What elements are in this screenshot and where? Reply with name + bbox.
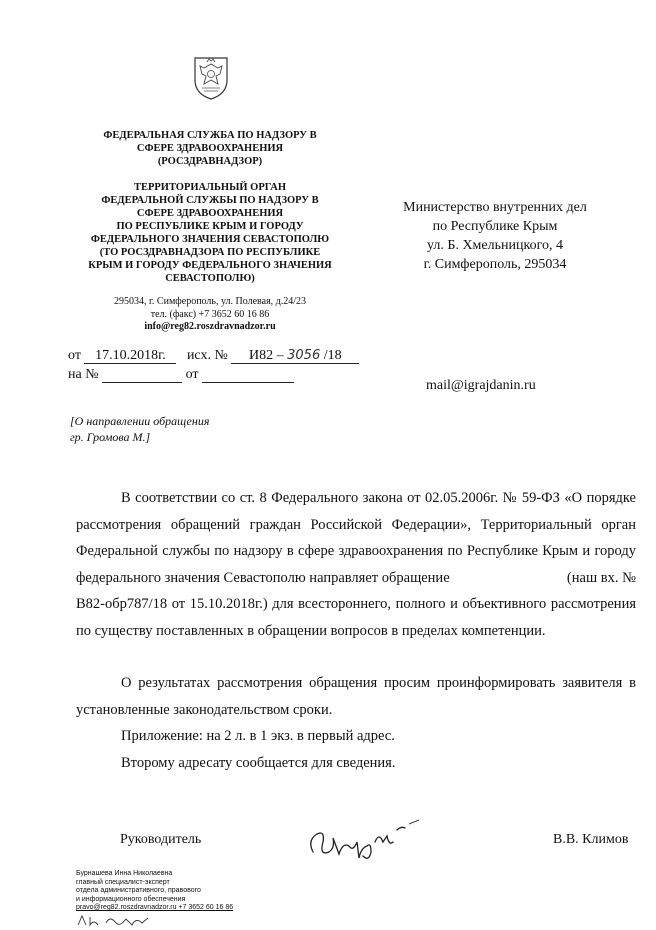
handwritten-initials: [76, 913, 166, 928]
agency-line: (РОСЗДРАВНАДЗОР): [157, 156, 263, 167]
outgoing-number-handwritten: 3056: [287, 348, 321, 363]
agency-line: СФЕРЕ ЗДРАВООХРАНЕНИЯ: [136, 143, 284, 154]
territorial-line: ТЕРРИТОРИАЛЬНЫЙ ОРГАН: [133, 182, 287, 193]
contacts-block: [60, 296, 360, 334]
from-label: от: [68, 348, 81, 363]
outgoing-number-label: исх. №: [186, 348, 228, 363]
recipient-line: по Республике Крым: [432, 219, 558, 234]
recipient-line: ул. Б. Хмельницкого, 4: [427, 238, 563, 253]
agency-line: ФЕДЕРАЛЬНАЯ СЛУЖБА ПО НАДЗОРУ В: [103, 130, 317, 141]
territorial-header: [60, 181, 360, 285]
territorial-line: ФЕДЕРАЛЬНОЙ СЛУЖБЫ ПО НАДЗОРУ В: [101, 195, 319, 206]
recipient-line: г. Симферополь, 295034: [423, 257, 567, 272]
territorial-line: ПО РЕСПУБЛИКЕ КРЫМ И ГОРОДУ: [116, 221, 304, 232]
territorial-line: (ТО РОСЗДРАВНАДЗОРА ПО РЕСПУБЛИКЕ: [99, 247, 321, 258]
outgoing-number-suffix: /18: [323, 348, 342, 363]
contact-phone: тел. (факс) +7 3652 60 16 86: [150, 308, 270, 320]
territorial-line: ФЕДЕРАЛЬНОГО ЗНАЧЕНИЯ СЕВАСТОПОЛЮ: [90, 234, 330, 245]
outgoing-reference: [68, 348, 359, 364]
executor-line: Бурнашева Инна Николаевна: [76, 870, 173, 877]
body-paragraph-main: В соответствии со ст. 8 Федерального закона от 02.05.2006г. № 59-ФЗ «О порядке рассмотрения обращений граждан Российской Федерации», Территориальный орган Федеральной службы по надзору в сфере здравоохранения по Республике Крым и городу федерального значения Севастополю направляет обращение (наш вх. № В82-обр787/18 от 15.10.2018г.) для всестороннего, полного и объективного рассмотрения по существу поставленных в обращении вопросов в пределах компетенции.: [76, 490, 640, 639]
handwritten-signature: [305, 812, 430, 867]
letter-body-followup: [76, 670, 636, 776]
recipient-email: mail@igrajdanin.ru: [426, 378, 536, 393]
outgoing-number: [231, 349, 359, 364]
executor-line: отдела административного, правового: [76, 887, 201, 894]
territorial-line: СЕВАСТОПОЛЮ): [165, 273, 255, 284]
executor-block: [76, 870, 233, 913]
body-paragraph-second-addressee: Второму адресату сообщается для сведения.: [121, 754, 396, 771]
subject-line: гр. Громова М.]: [70, 430, 151, 444]
incoming-number-label: на №: [68, 367, 99, 382]
subject-block: [70, 413, 209, 445]
incoming-reference: [68, 367, 294, 383]
incoming-date-blank: [202, 368, 294, 383]
outgoing-number-prefix: И82 –: [249, 348, 284, 363]
recipient-block: [390, 198, 600, 274]
executor-line: pravo@reg82.roszdravnadzor.ru +7 3652 60 16 86: [76, 904, 234, 911]
executor-line: главный специалист-эксперт: [76, 878, 170, 886]
subject-line: [О направлении обращения: [70, 414, 210, 428]
incoming-from-label: от: [185, 367, 199, 382]
agency-header: [60, 129, 360, 168]
incoming-number-blank: [102, 368, 182, 383]
signatory-name: В.В. Климов: [553, 832, 629, 847]
outgoing-date: 17.10.2018г.: [84, 349, 176, 364]
territorial-line: СФЕРЕ ЗДРАВООХРАНЕНИЯ: [136, 208, 284, 219]
recipient-line: Министерство внутренних дел: [403, 200, 587, 215]
contact-email: info@reg82.roszdravnadzor.ru: [144, 321, 276, 332]
contact-address: 295034, г. Симферополь, ул. Полевая, д.24/23: [113, 296, 307, 307]
signatory-title: Руководитель: [120, 832, 202, 847]
body-paragraph-attachment: Приложение: на 2 л. в 1 экз. в первый адрес.: [121, 728, 395, 744]
executor-line: и информационного обеспечения: [76, 895, 186, 903]
body-paragraph-results: О результатах рассмотрения обращения просим проинформировать заявителя в установленные законодательством сроки.: [76, 675, 636, 718]
coat-of-arms-emblem: [190, 54, 232, 100]
territorial-line: КРЫМ И ГОРОДУ ФЕДЕРАЛЬНОГО ЗНАЧЕНИЯ: [88, 260, 332, 271]
letter-body: [76, 485, 640, 644]
